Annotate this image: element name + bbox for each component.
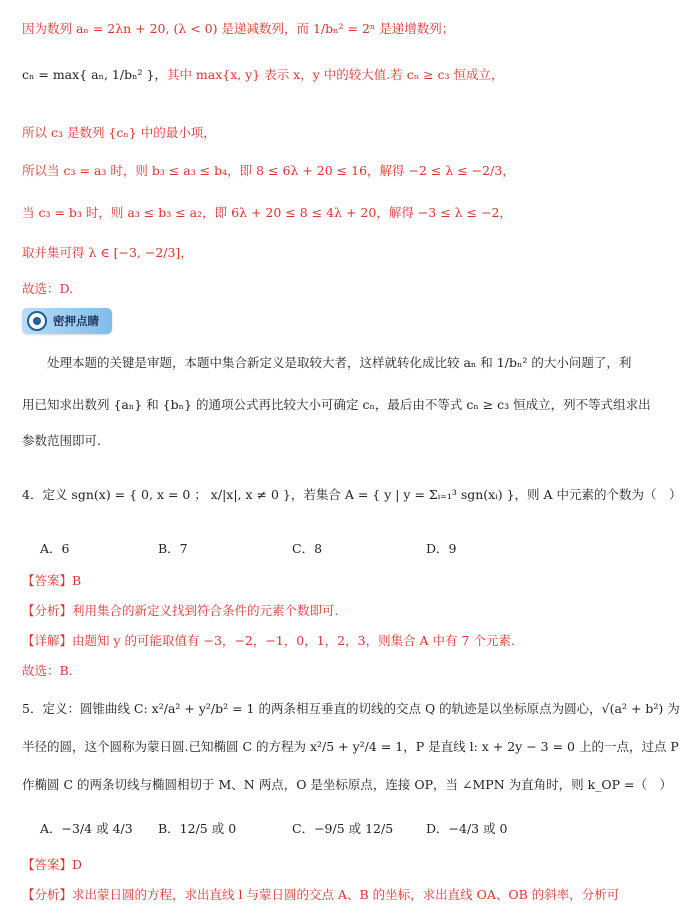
q4-option-a: A．6: [40, 541, 70, 556]
question-5-line-1: 5．定义：圆锥曲线 C: x²/a² + y²/b² = 1 的两条相互垂直的切线的交点 Q 的轨迹是以坐标原点为圆心，√(a² + b²) 为: [22, 701, 680, 716]
solution-line-1: 因为数列 aₙ = 2λn + 20, (λ < 0) 是递减数列，而 1/bₙ² = 2ⁿ 是递增数列；: [22, 21, 455, 36]
key-point-label: 密押点睛: [53, 314, 99, 328]
question-4-stem: 4．定义 sgn(x) = { 0, x = 0 ； x/|x|, x ≠ 0 }，若集合 A = { y | y = Σᵢ₌₁³ sgn(xᵢ) }，则 A 中元素的个数为（ ）: [22, 487, 682, 502]
q4-answer: 【答案】B: [22, 573, 82, 588]
solution-line-3: 所以 c₃ 是数列 {cₙ} 中的最小项，: [22, 125, 216, 140]
q5-option-b: B．12/5 或 0: [158, 821, 237, 836]
q4-choice: 故选：B.: [22, 663, 73, 678]
solution-line-2: [22, 66, 674, 84]
q5-option-c: C．−9/5 或 12/5: [292, 821, 394, 836]
q5-answer: 【答案】D: [22, 857, 83, 872]
q4-option-d: D．9: [426, 541, 457, 556]
q5-option-d: D．−4/3 或 0: [426, 821, 508, 836]
solution-line-6: 取并集可得 λ ∈ [−3, −2/3]，: [22, 245, 193, 260]
analysis-paragraph-line-3: 参数范围即可.: [22, 433, 101, 448]
q4-option-c: C．8: [292, 541, 323, 556]
question-5-line-3: 作椭圆 C 的两条切线与椭圆相切于 M、N 两点，O 是坐标原点，连接 OP，当 ∠MPN 为直角时，则 k_OP =（ ）: [22, 777, 673, 792]
solution-line-5: 当 c₃ = b₃ 时，则 a₃ ≤ b₃ ≤ a₂，即 6λ + 20 ≤ 8 ≤ 4λ + 20，解得 −3 ≤ λ ≤ −2，: [22, 205, 512, 220]
solution-line-4: 所以当 c₃ = a₃ 时，则 b₃ ≤ a₃ ≤ b₄，即 8 ≤ 6λ + 20 ≤ 16，解得 −2 ≤ λ ≤ −2/3，: [22, 163, 515, 178]
q4-option-b: B．7: [158, 541, 188, 556]
analysis-paragraph-line-1: 处理本题的关键是审题，本题中集合新定义是取较大者，这样就转化成比较 aₙ 和 1/bₙ² 的大小问题了，利: [47, 355, 632, 370]
key-point-tag: [22, 308, 112, 334]
q4-detail: 【详解】由题知 y 的可能取值有 −3，−2，−1，0，1，2，3，则集合 A 中有 7 个元素.: [22, 633, 515, 648]
max-definition: 其中 max{x, y} 表示 x，y 中的较大值.若 cₙ ≥ c₃ 恒成立，: [166, 67, 504, 82]
solution-choice: 故选：D.: [22, 281, 74, 296]
q4-analysis: 【分析】利用集合的新定义找到符合条件的元素个数即可.: [22, 603, 339, 618]
cn-definition: cₙ = max{ aₙ, 1/bₙ² }，: [22, 67, 167, 82]
q5-analysis: 【分析】求出蒙日圆的方程，求出直线 l 与蒙日圆的交点 A、B 的坐标，求出直线 OA、OB 的斜率，分析可: [22, 887, 620, 902]
analysis-paragraph-line-2: 用已知求出数列 {aₙ} 和 {bₙ} 的通项公式再比较大小可确定 cₙ，最后由不等式 cₙ ≥ c₃ 恒成立，列不等式组求出: [22, 397, 651, 412]
q5-option-a: A．−3/4 或 4/3: [40, 821, 133, 836]
question-5-line-2: 半径的圆，这个圆称为蒙日圆.已知椭圆 C 的方程为 x²/5 + y²/4 = 1，P 是直线 l: x + 2y − 3 = 0 上的一点，过点 P: [22, 739, 679, 754]
target-icon: [27, 311, 47, 331]
